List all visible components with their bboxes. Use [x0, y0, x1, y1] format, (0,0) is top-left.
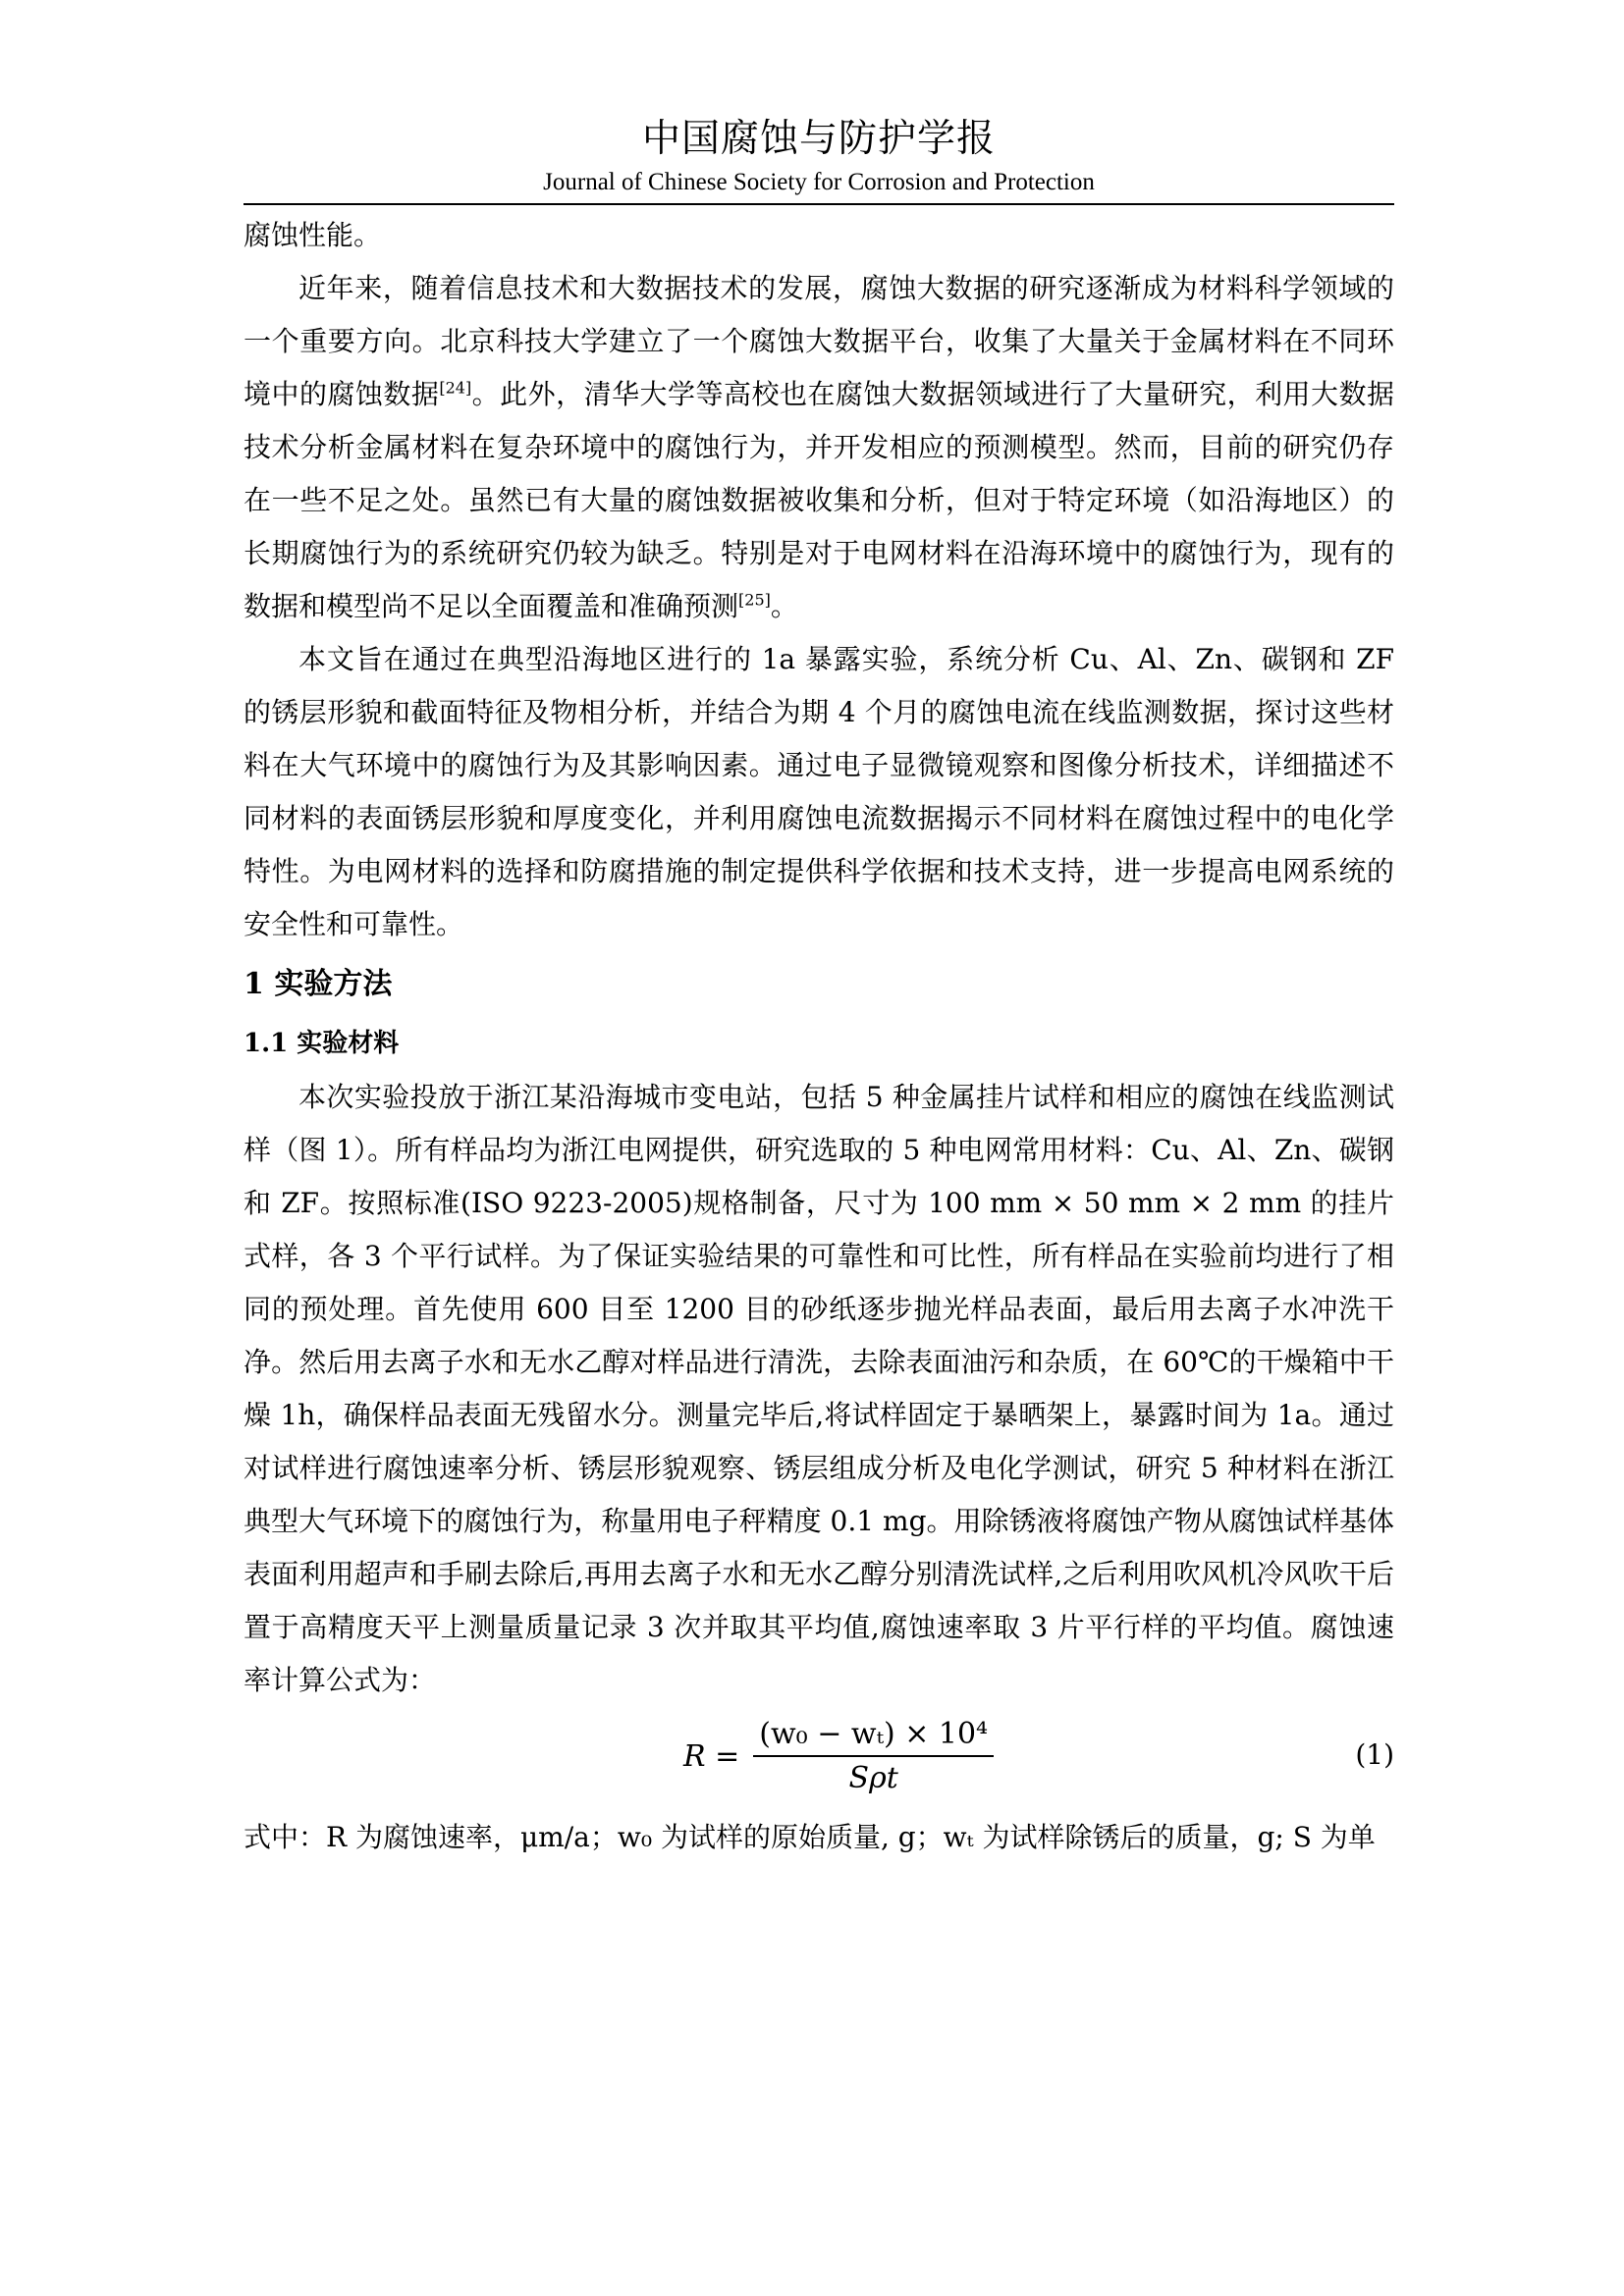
paragraph-text: 。此外，清华大学等高校也在腐蚀大数据领域进行了大量研究，利用大数据技术分析金属材料在复杂环境中的腐蚀行为，并开发相应的预测模型。然而，目前的研究仍存在一些不足之处。虽然已有大量的腐蚀数据被收集和分析，但对于特定环境（如沿海地区）的长期腐蚀行为的系统研究仍较为缺乏。特别是对于电网材料在沿海环境中的腐蚀行为，现有的数据和模型尚不足以全面覆盖和准确预测: [244, 378, 1394, 622]
journal-title-cn: 中国腐蚀与防护学报: [641, 117, 996, 161]
equation-1: [244, 1713, 1394, 1807]
section-heading: 1 实验方法: [244, 967, 393, 1001]
citation-24[interactable]: [24]: [439, 378, 472, 398]
equation-denominator: Sρt: [848, 1761, 898, 1795]
subsection-heading: 1.1 实验材料: [244, 1029, 400, 1058]
paragraph-text: 近年来，随着信息技术和大数据技术的发展，腐蚀大数据的研究逐渐成为材料科学领域的一个重要方向。北京科技大学建立了一个腐蚀大数据平台，收集了大量关于金属材料在不同环境中的腐蚀数据: [244, 272, 1394, 410]
citation-25[interactable]: [25]: [738, 590, 771, 610]
paragraph-materials: 本次实验投放于浙江某沿海城市变电站，包括 5 种金属挂片试样和相应的腐蚀在线监测试样（图 1）。所有样品均为浙江电网提供，研究选取的 5 种电网常用材料：Cu、Al、Zn、碳钢和 ZF。按照标准(ISO 9223-2005)规格制备，尺寸为 100 mm × 50 mm × 2 mm 的挂片式样，各 3 个平行试样。为了保证实验结果的可靠性和可比性，所有样品在实验前均进行了相同的预处理。首先使用 600 目至 1200 目的砂纸逐步抛光样品表面，最后用去离子水冲洗干净。然后用去离子水和无水乙醇对样品进行清洗，去除表面油污和杂质，在 60℃的干燥箱中干燥 1h，确保样品表面无残留水分。测量完毕后,将试样固定于暴晒架上，暴露时间为 1a。通过对试样进行腐蚀速率分析、锈层形貌观察、锈层组成分析及电化学测试，研究 5 种材料在浙江典型大气环境下的腐蚀行为，称量用电子秤精度 0.1 mg。用除锈液将腐蚀产物从腐蚀试样基体表面利用超声和手刷去除后,再用去离子水和无水乙醇分别清洗试样,之后利用吹风机冷风吹干后置于高精度天平上测量质量记录 3 次并取其平均值,腐蚀速率取 3 片平行样的平均值。腐蚀速率计算公式为：: [244, 1081, 1394, 1696]
equation-number: (1): [1355, 1738, 1394, 1771]
article-body: [244, 209, 1394, 1864]
paragraph-background: [244, 262, 1394, 633]
equation-body: [683, 1717, 994, 1795]
paragraph-text: 。: [770, 590, 798, 622]
header-rule: [244, 203, 1394, 205]
paragraph-symbols: 式中：R 为腐蚀速率，μm/a；w₀ 为试样的原始质量, g；wₜ 为试样除锈后的质量，g; S 为单: [244, 1821, 1376, 1853]
paragraph-aim: 本文旨在通过在典型沿海地区进行的 1a 暴露实验，系统分析 Cu、Al、Zn、碳钢和 ZF 的锈层形貌和截面特征及物相分析，并结合为期 4 个月的腐蚀电流在线监测数据，探讨这些材料在大气环境中的腐蚀行为及其影响因素。通过电子显微镜观察和图像分析技术，详细描述不同材料的表面锈层形貌和厚度变化，并利用腐蚀电流数据揭示不同材料在腐蚀过程中的电化学特性。为电网材料的选择和防腐措施的制定提供科学依据和技术支持，进一步提高电网系统的安全性和可靠性。: [244, 643, 1394, 940]
journal-title-en: Journal of Chinese Society for Corrosion and Protection: [543, 169, 1095, 195]
page-header: [244, 116, 1394, 200]
equation-fraction: [753, 1717, 994, 1795]
paragraph-continuation: 腐蚀性能。: [244, 219, 382, 251]
equation-lhs: R =: [683, 1738, 740, 1774]
equation-numerator: (w₀ − wₜ) × 10⁴: [753, 1717, 994, 1757]
